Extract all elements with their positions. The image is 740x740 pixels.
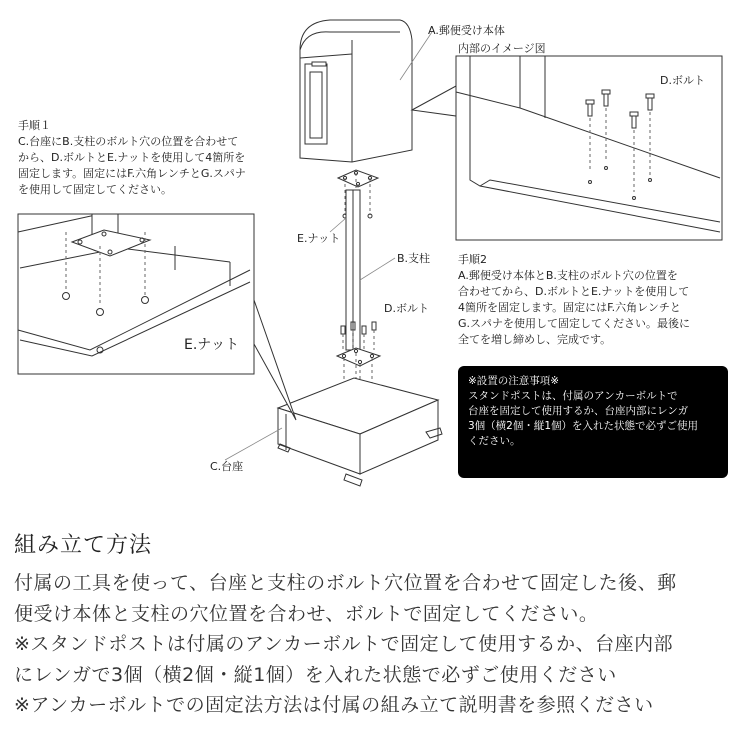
label-bolt-interior: D.ボルト xyxy=(660,74,705,87)
label-nut-detail: E.ナット xyxy=(184,337,240,353)
base-leader xyxy=(225,428,282,460)
inset-callout xyxy=(412,86,456,116)
section-line: にレンガで3個（横2個・縦1個）を入れた状態で必ずご使用ください xyxy=(14,663,617,686)
detail-callout xyxy=(254,300,296,420)
section-line: ※アンカーボルトでの固定法方法は付属の組み立て説明書を参照ください xyxy=(14,694,654,716)
label-bolt: D.ボルト xyxy=(384,302,429,315)
step2-line: A.郵便受け本体とB.支柱のボルト穴の位置を xyxy=(458,269,678,282)
step2-title: 手順2 xyxy=(458,253,487,266)
label-nut: E.ナット xyxy=(297,232,341,245)
step2-block xyxy=(458,252,690,348)
step2-line: 4箇所を固定します。固定にはF.六角レンチと xyxy=(458,301,681,314)
post-leader xyxy=(360,258,395,280)
step1-block xyxy=(18,118,246,198)
step1-line: C.台座にB.支柱のボルト穴の位置を合わせて xyxy=(18,135,239,148)
step2-line: 全てを増し締めし、完成です。 xyxy=(458,333,612,346)
step1-title: 手順１ xyxy=(18,119,51,132)
step2-line: 合わせてから、D.ボルトとE.ナットを使用して xyxy=(458,285,690,298)
step1-line: 固定します。固定にはF.六角レンチとG.スパナ xyxy=(18,167,246,180)
label-mailbox-body: A.郵便受け本体 xyxy=(428,24,505,37)
notice-line: スタンドポストは、付属のアンカーボルトで xyxy=(468,390,678,402)
notice-line: 3個（横2個・縦1個）を入れた状態で必ずご使用 xyxy=(468,420,699,432)
notice-box xyxy=(458,366,728,478)
label-base: C.台座 xyxy=(210,460,244,473)
section-line: 便受け本体と支柱の穴位置を合わせ、ボルトで固定してください。 xyxy=(14,602,599,625)
section-heading: 組み立て方法 xyxy=(14,533,153,558)
mailbox-body-drawing xyxy=(300,20,412,162)
label-interior-title: 内部のイメージ図 xyxy=(458,42,546,55)
notice-line: ※設置の注意事項※ xyxy=(468,375,560,387)
notice-line: 台座を固定して使用するか、台座内部にレンガ xyxy=(468,405,689,417)
label-post: B.支柱 xyxy=(397,252,431,265)
base-drawing xyxy=(278,378,442,486)
section-body xyxy=(14,568,734,721)
post-drawing xyxy=(346,190,360,350)
step1-line: を使用して固定してください。 xyxy=(18,183,172,196)
section-line: 付属の工具を使って、台座と支柱のボルト穴位置を合わせて固定した後、郵 xyxy=(14,572,677,594)
section-line: ※スタンドポストは付属のアンカーボルトで固定して使用するか、台座内部 xyxy=(14,633,674,655)
notice-line: ください。 xyxy=(468,435,521,447)
step2-line: G.スパナを使用して固定してください。最後に xyxy=(458,317,691,330)
step1-line: から、D.ボルトとE.ナットを使用して4箇所を xyxy=(18,151,246,164)
